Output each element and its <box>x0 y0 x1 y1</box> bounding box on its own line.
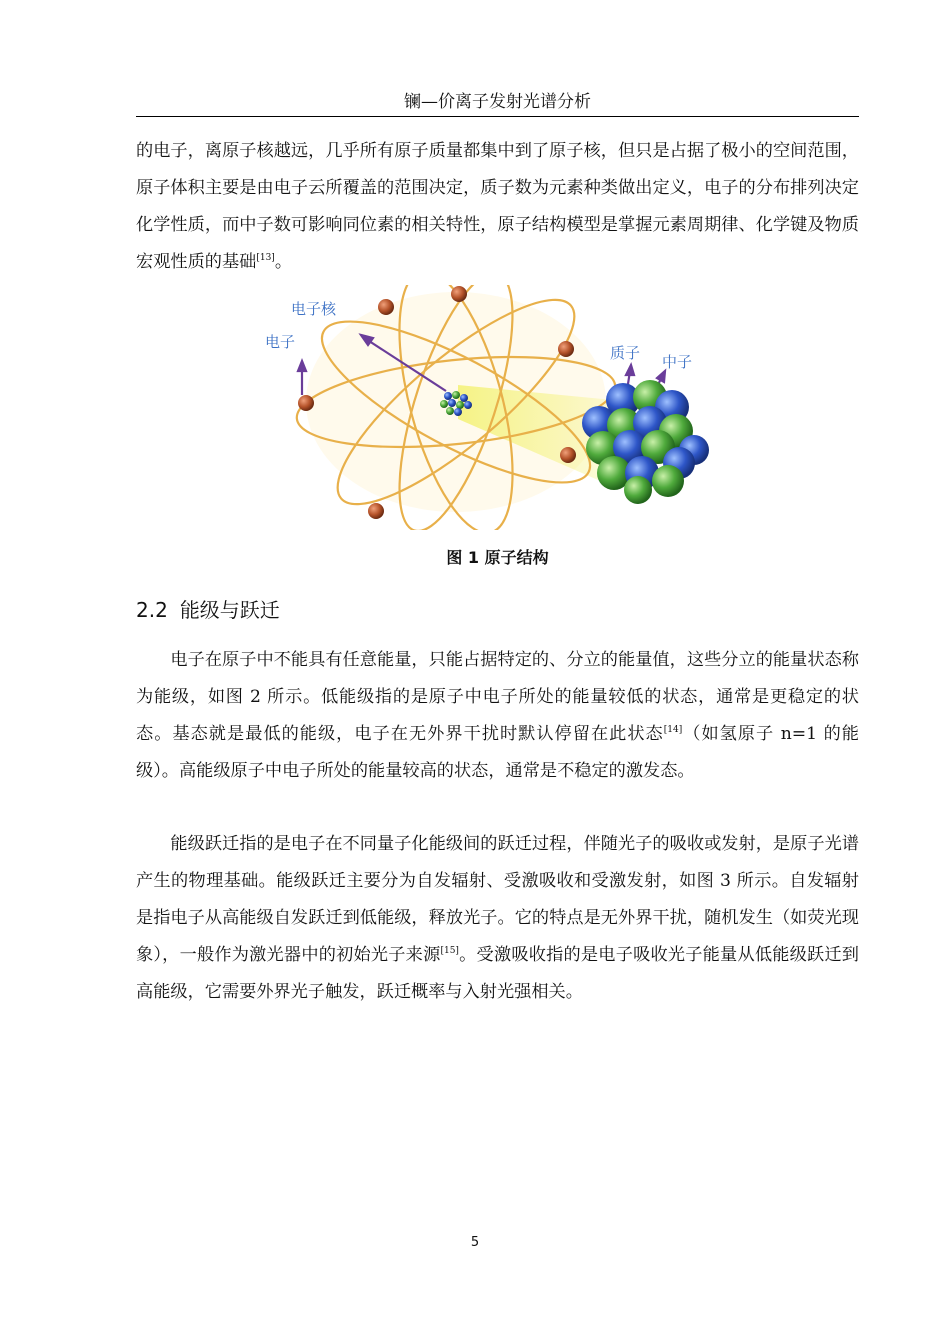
figure-caption: 图 1 原子结构 <box>446 548 549 567</box>
paragraph-text: 能级跃迁指的是电子在不同量子化能级间的跃迁过程，伴随光子的吸收或发射，是原子光谱产生的物理基础。能级跃迁主要分为自发辐射、受激吸收和受激发射，如图 3 所示。自发辐射是指电子从高能级自发跃迁到低能级，释放光子。它的特点是无外界干扰，随机发生（如荧光现象），一般作为激光器中的初始光子来源 <box>136 834 859 965</box>
section-number: 2.2 <box>136 598 168 622</box>
paragraph-transitions <box>136 826 859 1011</box>
citation-13[interactable]: [13] <box>256 253 275 263</box>
header-rule <box>136 116 859 117</box>
page-number: 5 <box>470 1235 480 1250</box>
paragraph-text-cont: （如氢原子 n=1 的能级）。高能级原子中电子所处的能量较高的状态，通常是不稳定的激发态。 <box>136 724 859 781</box>
section-title: 能级与跃迁 <box>179 598 280 622</box>
label-nucleus: 电子核 <box>291 300 337 318</box>
paragraph-text-cont: 。受激吸收指的是电子吸收光子能量从低能级跃迁到高能级，它需要外界光子触发，跃迁概率与入射光强相关。 <box>136 945 859 1002</box>
atom-diagram <box>258 285 720 530</box>
paragraph-energy-levels <box>136 642 859 790</box>
paragraph-text: 的电子，离原子核越远，几乎所有原子质量都集中到了原子核，但只是占据了极小的空间范围，原子体积主要是由电子云所覆盖的范围决定，质子数为元素种类做出定义，电子的分布排列决定化学性质，而中子数可影响同位素的相关特性，原子结构模型是掌握元素周期律、化学键及物质宏观性质的基础 <box>136 141 859 272</box>
citation-14[interactable]: [14] <box>663 725 683 735</box>
paragraph-atom-structure <box>136 133 859 281</box>
citation-15[interactable]: [15] <box>440 946 459 956</box>
page-header: 镧—价离子发射光谱分析 <box>404 92 591 112</box>
label-neutron: 中子 <box>662 353 693 371</box>
paragraph-end: 。 <box>274 252 293 272</box>
label-proton: 质子 <box>610 344 641 362</box>
section-heading <box>136 596 280 624</box>
label-electron: 电子 <box>265 333 296 351</box>
atom-structure-figure <box>258 285 720 530</box>
paragraph-text: 电子在原子中不能具有任意能量，只能占据特定的、分立的能量值，这些分立的能量状态称为能级，如图 2 所示。低能级指的是原子中电子所处的能量较低的状态，通常是更稳定的状态。基态就是最低的能级，电子在无外界干扰时默认停留在此状态 <box>136 650 859 744</box>
